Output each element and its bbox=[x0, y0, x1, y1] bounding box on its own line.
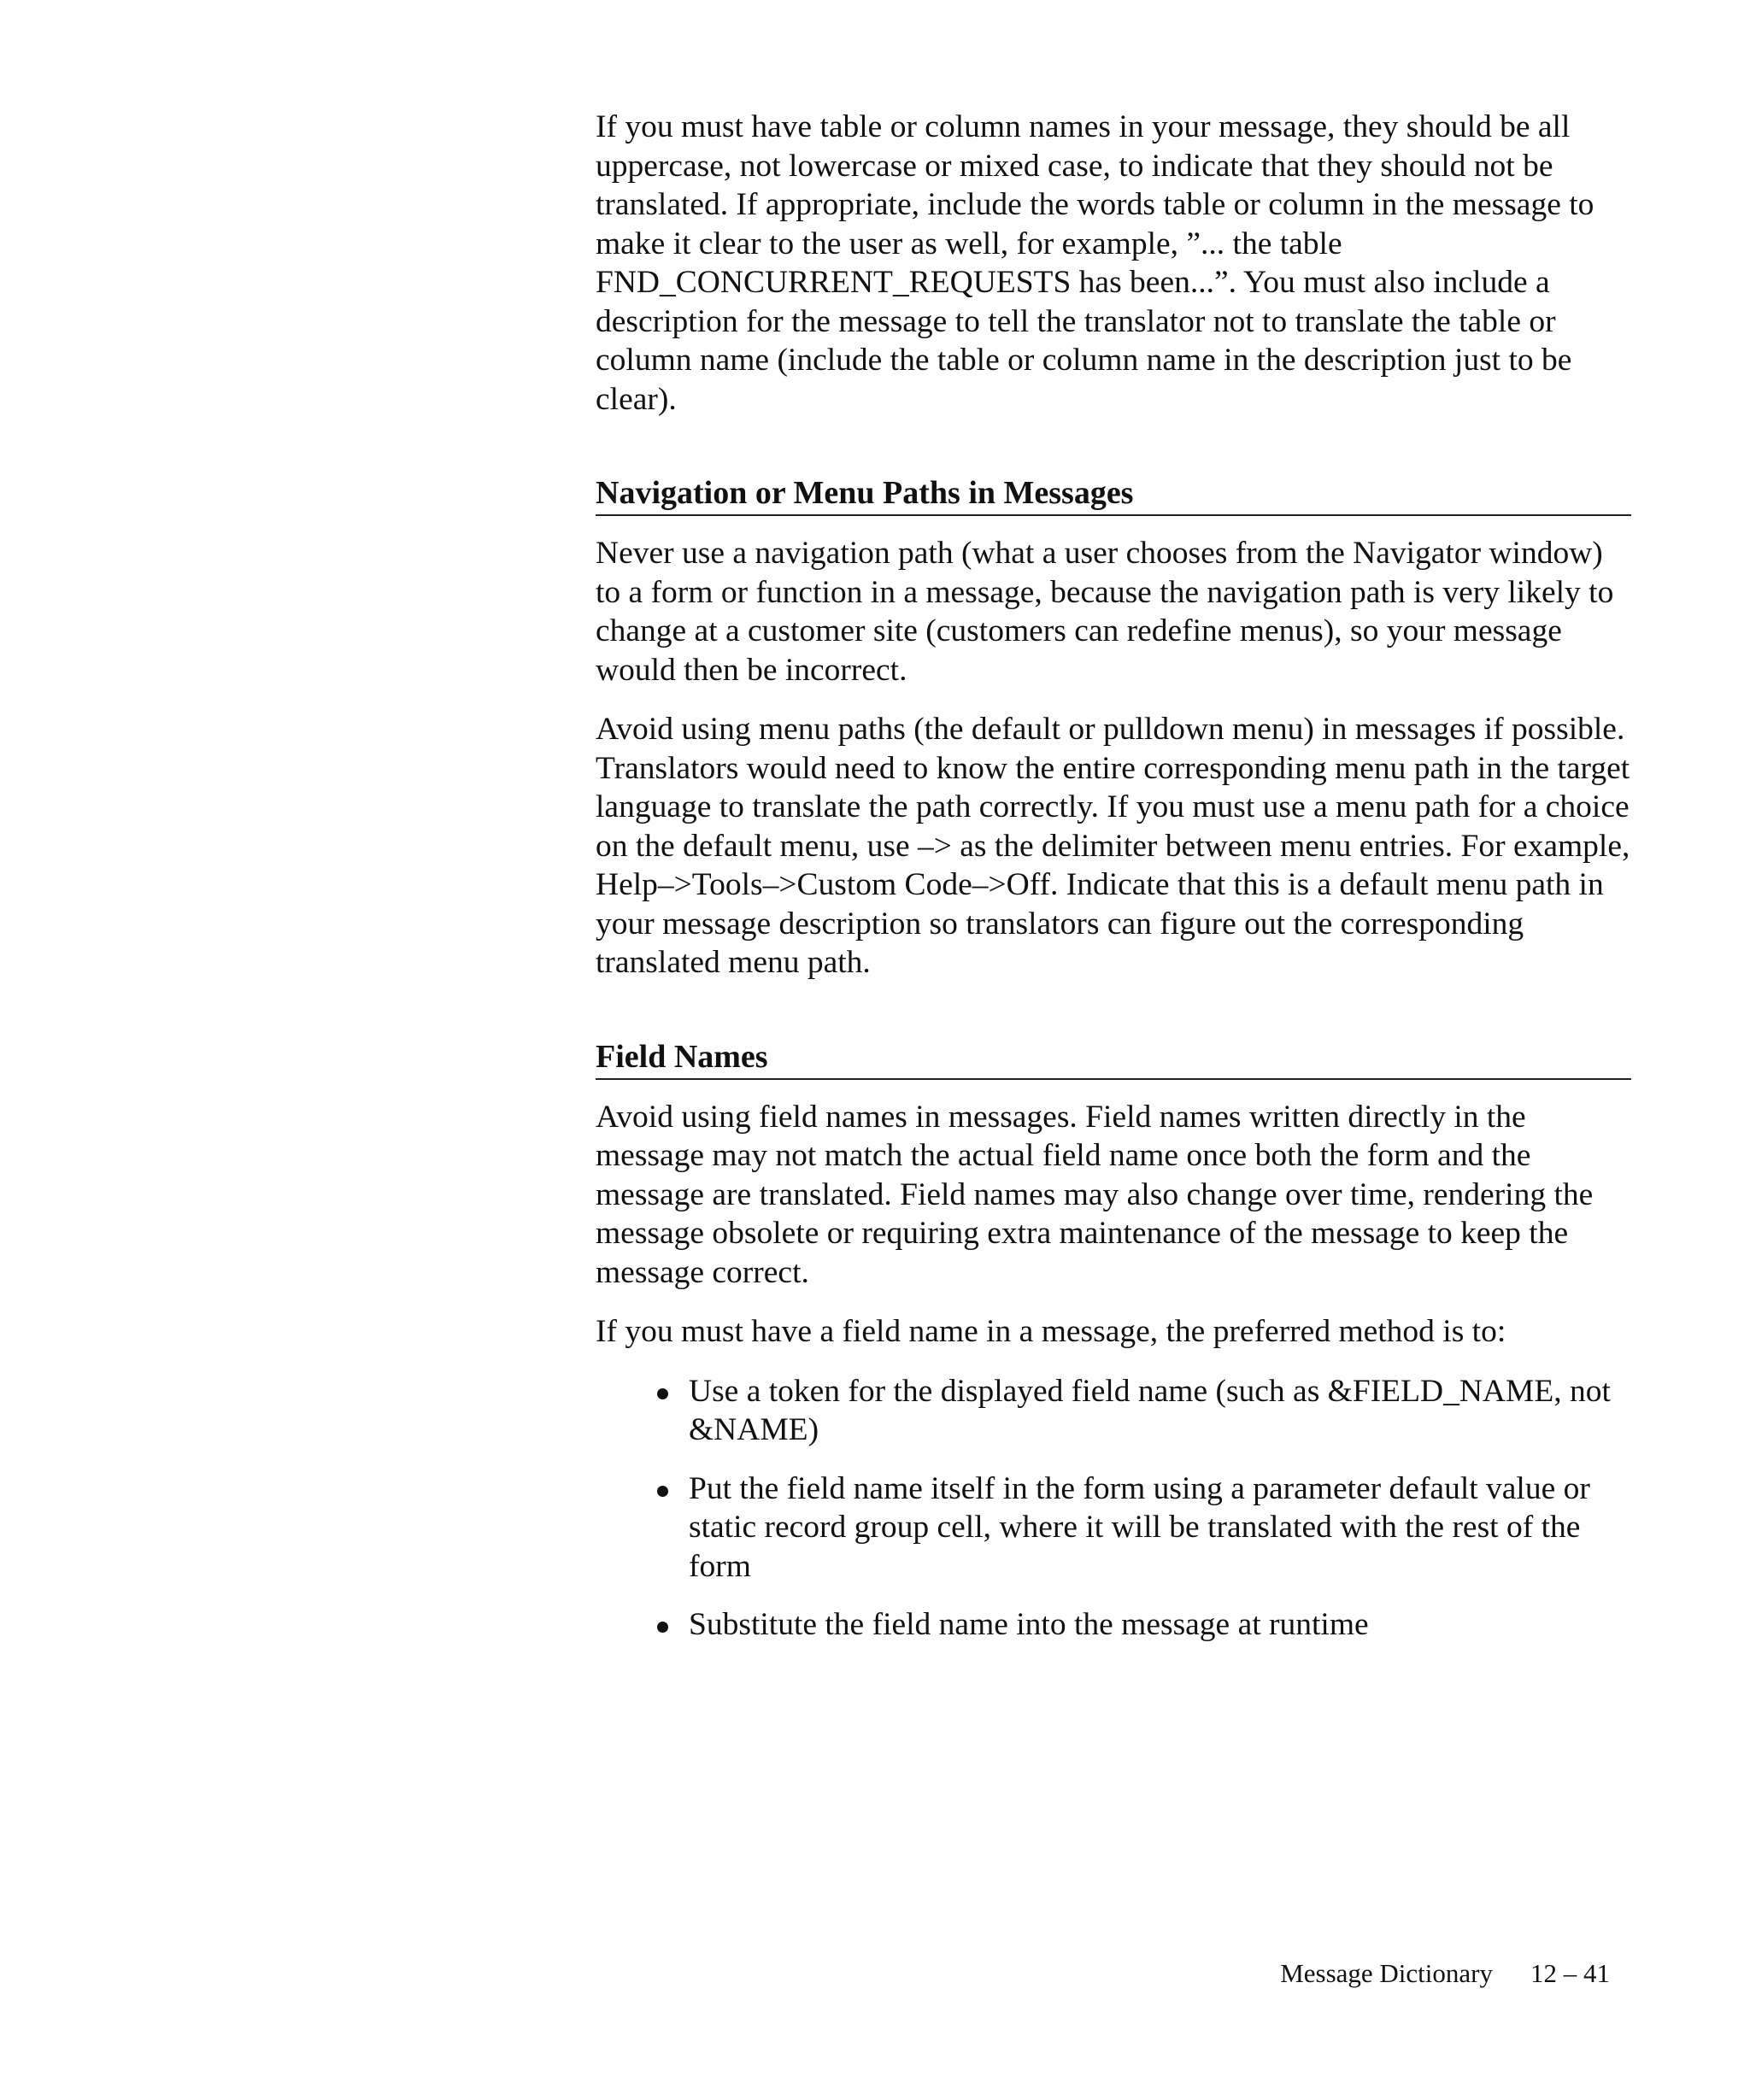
section-heading: Navigation or Menu Paths in Messages bbox=[596, 473, 1631, 516]
bullet-text: Put the field name itself in the form using a parameter default value or static record group cell, where it will be translated with the rest of the form bbox=[689, 1470, 1590, 1584]
page-content bbox=[596, 108, 1631, 1664]
bullet-item bbox=[596, 1605, 1631, 1645]
section-body bbox=[596, 1098, 1631, 1645]
section-body bbox=[596, 534, 1631, 983]
body-paragraph: Avoid using field names in messages. Field names written directly in the message may not match the actual field name once both the form and the message are translated. Field names may also change over time, rendering the message obsolete or requiring extra maintenance of the message to keep the message correct. bbox=[596, 1099, 1594, 1290]
footer-title: Message Dictionary bbox=[1280, 1958, 1493, 1988]
bullet-icon bbox=[657, 1486, 668, 1497]
section-navigation-menu-paths bbox=[596, 473, 1631, 983]
section-heading: Field Names bbox=[596, 1037, 1631, 1080]
body-paragraph: Never use a navigation path (what a user chooses from the Navigator window) to a form or function in a message, because the navigation path is very likely to change at a customer site (customers can redefine menus), so your message would then be incorrect. bbox=[596, 536, 1614, 688]
bullet-icon bbox=[657, 1388, 668, 1399]
page-footer bbox=[1280, 1956, 1610, 1991]
bullet-text: Substitute the field name into the message at runtime bbox=[689, 1607, 1369, 1642]
bullet-item bbox=[596, 1372, 1631, 1450]
bullet-icon bbox=[657, 1622, 668, 1633]
section-field-names bbox=[596, 1037, 1631, 1645]
intro-paragraph: If you must have table or column names in your message, they should be all uppercase, not lowercase or mixed case, to indicate that they should not be translated. If appropriate, include the words table or column in the message to make it clear to the user as well, for example, ”... the table FND_CONCURRENT_REQUESTS has been...”. You must also include a description for the message to tell the translator not to translate the table or column name (include the table or column name in the description just to be clear). bbox=[596, 109, 1594, 417]
bullet-list bbox=[596, 1372, 1631, 1645]
bullet-item bbox=[596, 1469, 1631, 1587]
bullet-text: Use a token for the displayed field name (such as &FIELD_NAME, not &NAME) bbox=[689, 1373, 1611, 1447]
body-paragraph: If you must have a field name in a message, the preferred method is to: bbox=[596, 1314, 1506, 1349]
page-number: 12 – 41 bbox=[1530, 1958, 1610, 1988]
body-paragraph: Avoid using menu paths (the default or pulldown menu) in messages if possible. Translators would need to know the entire corresponding menu path in the target language to translate the path correctly. If you must use a menu path for a choice on the default menu, use –> as the delimiter between menu entries. For example, Help–>Tools–>Custom Code–>Off. Indicate that this is a default menu path in your message description so translators can figure out the corresponding translated menu path. bbox=[596, 712, 1630, 980]
